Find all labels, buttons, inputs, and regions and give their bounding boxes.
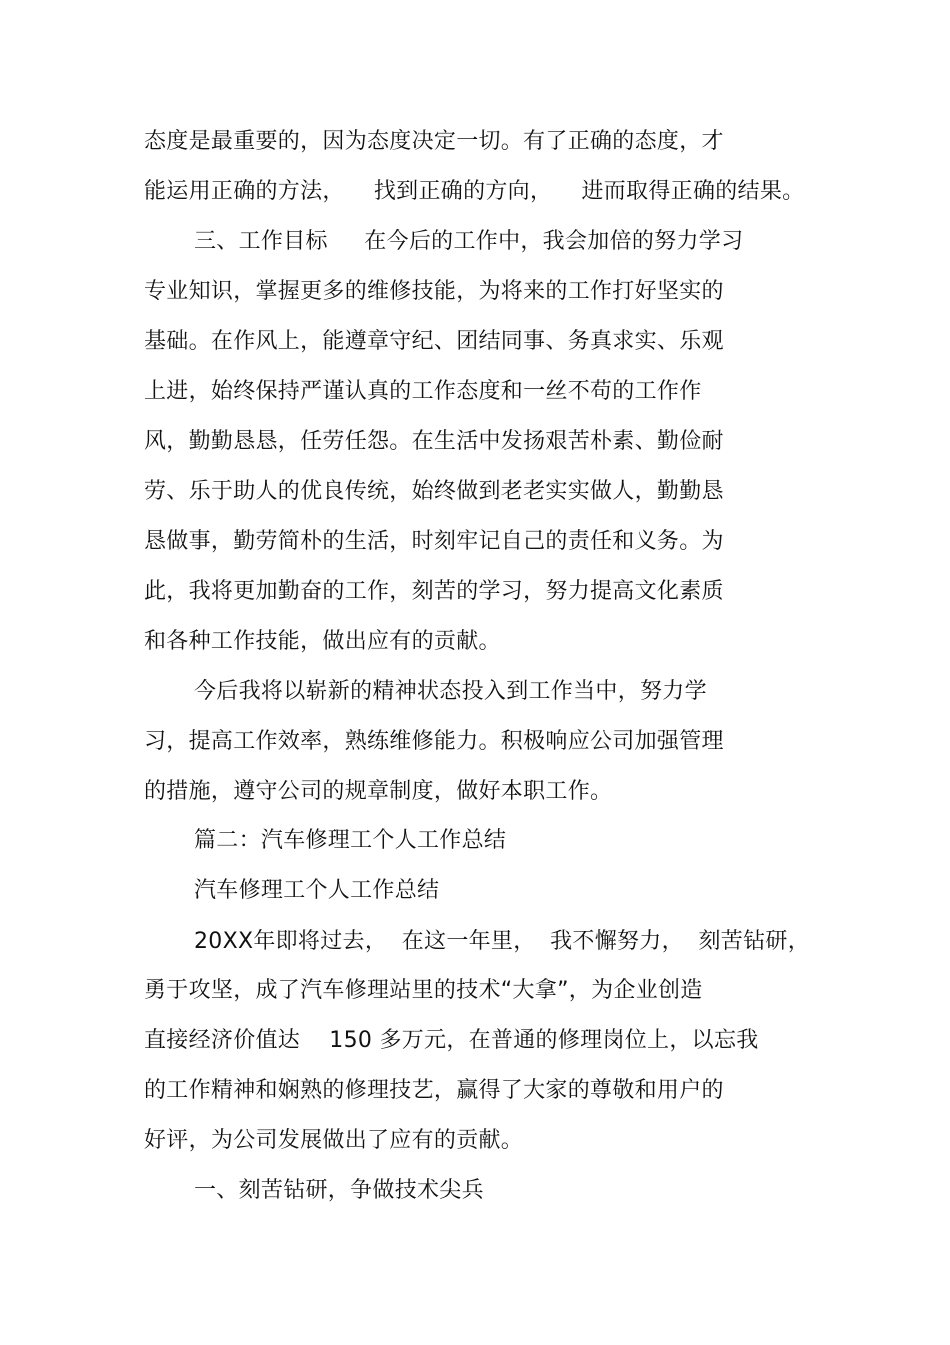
text-line: 此，我将更加勤奋的工作，刻苦的学习，努力提高文化素质 [144,579,724,604]
text-line: 专业知识，掌握更多的维修技能，为将来的工作打好坚实的 [144,279,724,304]
text-line: 风，勤勤恳恳，任劳任怨。在生活中发扬艰苦朴素、勤俭耐 [144,429,724,454]
text-line: 态度是最重要的，因为态度决定一切。有了正确的态度，才 [144,129,724,154]
text-line: 能运用正确的方法， 找到正确的方向， 进而取得正确的结果。 [144,179,805,204]
text-line: 恳做事，勤劳简朴的生活，时刻牢记自己的责任和义务。为 [144,529,724,554]
paragraph-start-line: 今后我将以崭新的精神状态投入到工作当中，努力学 [194,679,707,704]
text-line: 基础。在作风上，能遵章守纪、团结同事、务真求实、乐观 [144,329,724,354]
document-title: 汽车修理工个人工作总结 [194,878,440,903]
text-line: 和各种工作技能，做出应有的贡献。 [144,629,501,654]
text-line: 习，提高工作效率，熟练维修能力。积极响应公司加强管理 [144,729,724,754]
text-line: 上进，始终保持严谨认真的工作态度和一丝不苟的工作作 [144,379,702,404]
text-line: 好评，为公司发展做出了应有的贡献。 [144,1128,524,1153]
text-line: 的工作精神和娴熟的修理技艺，赢得了大家的尊敬和用户的 [144,1078,724,1103]
chapter-heading: 篇二：汽车修理工个人工作总结 [194,828,507,853]
text-line: 的措施，遵守公司的规章制度，做好本职工作。 [144,779,613,804]
text-line: 直接经济价值达 150 多万元，在普通的修理岗位上，以忘我 [144,1028,759,1053]
section-heading: 一、刻苦钻研，争做技术尖兵 [194,1178,484,1203]
text-line: 劳、乐于助人的优良传统，始终做到老老实实做人，勤勤恳 [144,479,724,504]
paragraph-start-line: 20XX年即将过去， 在这一年里， 我不懈努力， 刻苦钻研， [194,929,810,954]
section-heading-line: 三、工作目标 在今后的工作中，我会加倍的努力学习 [194,229,744,254]
text-line: 勇于攻坚，成了汽车修理站里的技术“大拿”，为企业创造 [144,978,703,1003]
